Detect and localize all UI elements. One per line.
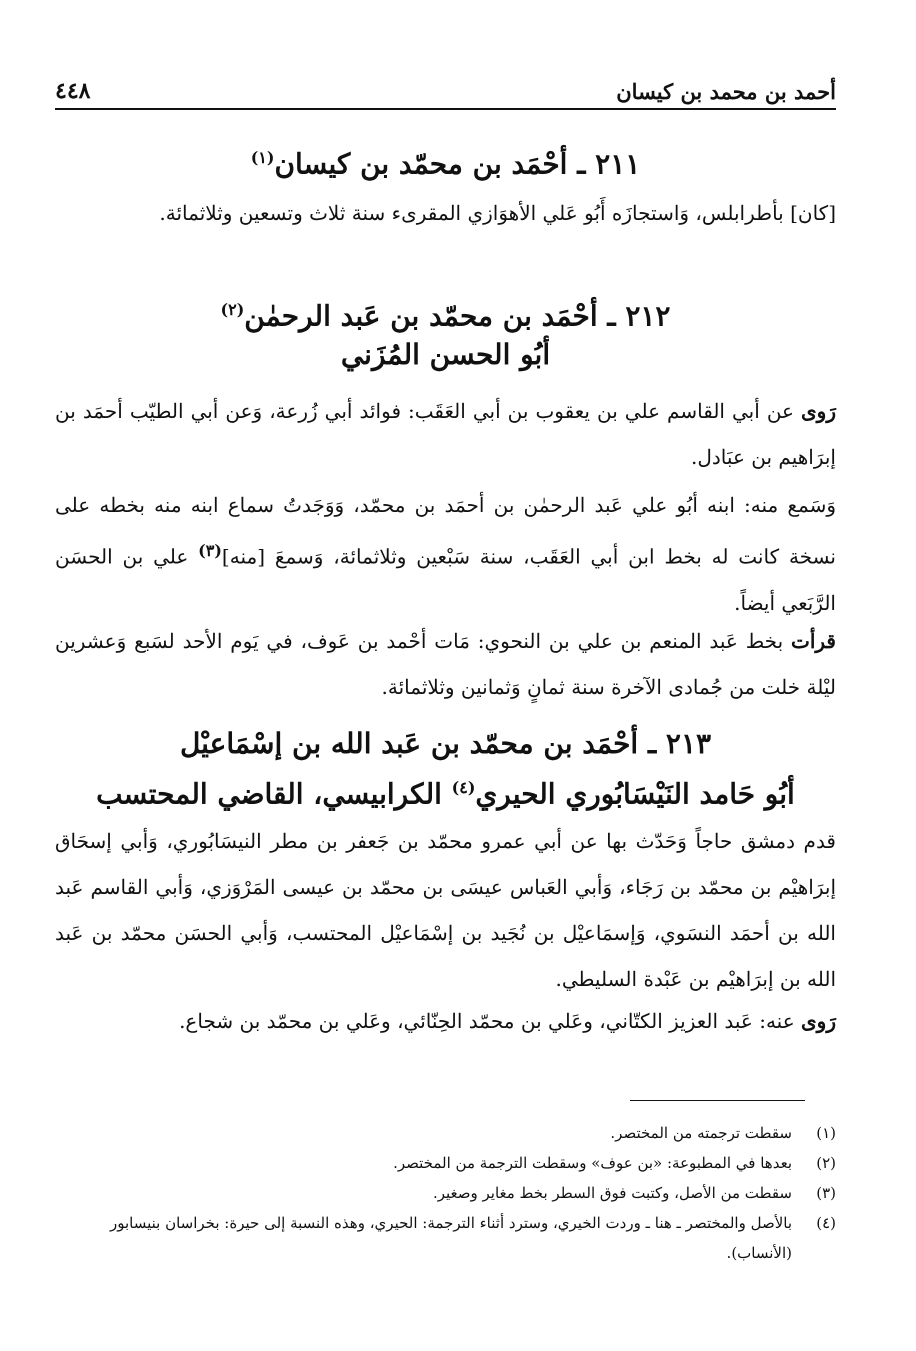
paragraph-text-tail: علي بن الحسَن الرَّبَعي أيضاً.: [55, 544, 836, 615]
running-title: أحمد بن محمد بن كيسان: [616, 79, 836, 104]
footnote-text: بالأصل والمختصر ـ هنا ـ وردت الخيري، وسترد أثناء الترجمة: الحيري، وهذه النسبة إلى حيرة: بخراسان بنيسابور (الأنساب).: [109, 1214, 792, 1262]
footnote-ref: (٣): [198, 541, 222, 560]
footnote: [55, 1118, 836, 1148]
footnote-text: سقطت ترجمته من المختصر.: [610, 1124, 792, 1142]
footnote-ref: (١): [250, 148, 275, 167]
paragraph-lead: رَوى: [801, 1009, 836, 1033]
entry-title-213: [55, 722, 836, 766]
paragraph: [55, 998, 836, 1044]
footnote: [55, 1148, 836, 1178]
paragraph: [55, 618, 836, 710]
footnote: [55, 1178, 836, 1208]
footnote-text: سقطت من الأصل، وكتبت فوق السطر بخط مغاير وصغير.: [432, 1184, 792, 1202]
entry-title-text: ٢١١ ـ أحْمَد بن محمّد بن كيسان: [274, 147, 641, 181]
footnote-divider: [630, 1100, 805, 1101]
footnote: [55, 1208, 836, 1268]
footnote-text: بعدها في المطبوعة: «بن عوف» وسقطت الترجمة من المختصر.: [393, 1154, 792, 1172]
entry-title-text: ٢١٢ ـ أحْمَد بن محمّد بن عَبد الرحمٰن: [244, 299, 671, 333]
entry-title-text: ٢١٣ ـ أحْمَد بن محمّد بن عَبد الله بن إسْمَاعيْل: [179, 727, 712, 760]
entry-title-212: [55, 288, 836, 338]
footnote-ref: (٤): [451, 778, 476, 797]
footnote-number: (٢): [816, 1154, 836, 1172]
footnote-ref: (٢): [220, 300, 245, 319]
footnotes: [55, 1118, 836, 1268]
paragraph: [55, 190, 836, 236]
page-number: ٤٤٨: [55, 78, 91, 104]
entry-title-211: [55, 136, 836, 186]
paragraph: [55, 818, 836, 1002]
paragraph: [55, 388, 836, 480]
paragraph-text: قدم دمشق حاجاً وَحَدّث بها عن أبي عمرو محمّد بن جَعفر بن مطر النيسَابُوري، وَأبي إسحَاق إبرَاهيْم بن محمّد بن رَجَاء، وَأبي العَباس عيسَى بن محمّد بن عيسى المَرْوَزي، وَأبي القاسم عَبد الله بن أحمَد النسَوي، وَإسمَاعيْل بن نُجَيد بن إسْمَاعيْل المحتسب، وَأبي الحسَن محمّد بن عَبد الله بن إبرَاهيْم بن عَبْدة السليطي.: [55, 829, 837, 991]
footnote-number: (٤): [816, 1214, 836, 1232]
paragraph-text: [كان] بأطرابلس، وَاستجازَه أَبُو عَلي الأهوَازي المقرىء سنة ثلاث وتسعين وثلاثمائة.: [159, 201, 836, 225]
paragraph-text: عن أبي القاسم علي بن يعقوب بن أبي العَقَب: فوائد أبي زُرعة، وَعن أبي الطيّب أحمَد بن إبرَاهيم بن عبَادل.: [55, 399, 836, 469]
paragraph-lead: رَوى: [801, 399, 836, 423]
footnote-number: (١): [816, 1124, 836, 1142]
paragraph: [55, 482, 836, 626]
paragraph-text: عنه: عَبد العزيز الكتّاني، وعَلي بن محمّد الحِنّائي، وعَلي بن محمّد بن شجاع.: [179, 1009, 795, 1033]
paragraph-text: بخط عَبد المنعم بن علي بن النحوي: مَات أحْمد بن عَوف، في يَوم الأحد لسَبع وَعشرين ليْلة خلت من جُمادى الآخرة سنة ثمانٍ وَثمانين وثلاثمائة.: [55, 629, 836, 699]
paragraph-text: وَسَمع منه: ابنه أبُو علي عَبد الرحمٰن بن أحمَد بن محمّد، وَوَجَدتُ سماع ابنه منه بخطه على نسخة كانت له بخط ابن أبي العَقَب، سنة سَبْعين وثلاثمائة، وَسمعَ [منه]: [55, 493, 836, 569]
entry-subtitle-212: [55, 333, 836, 377]
footnote-number: (٣): [816, 1184, 836, 1202]
entry-subtitle-213: [55, 766, 836, 816]
page-header: [55, 70, 836, 110]
entry-subtitle-text: أبُو الحسن المُزَني: [340, 338, 551, 371]
entry-subtitle-text: أبُو حَامد النَيْسَابُوري الحيري: [475, 777, 795, 811]
paragraph-lead: قرأت: [791, 629, 836, 653]
entry-subtitle-tail: الكرابيسي، القاضي المحتسب: [96, 777, 452, 811]
